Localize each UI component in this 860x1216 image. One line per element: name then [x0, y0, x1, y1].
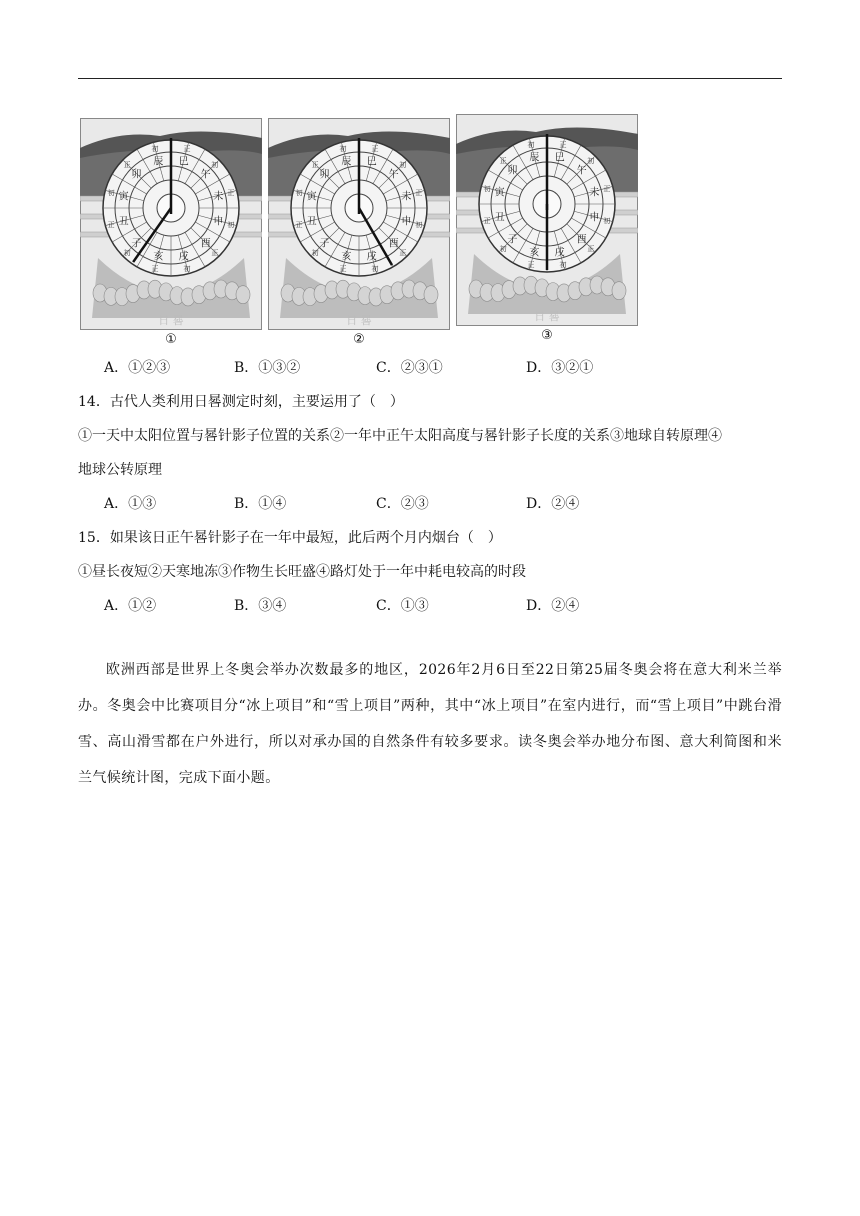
sundial-image: [268, 114, 450, 330]
dial-inner-char: 正: [399, 248, 407, 257]
dial-branch-char: 酉: [200, 238, 211, 250]
q13-option-d[interactable]: D．③②①: [526, 360, 594, 376]
q15-option-d[interactable]: D．②④: [526, 598, 580, 614]
dial-branch-char: 卯: [131, 169, 142, 181]
dial-inner-char: 正: [183, 145, 191, 154]
dial-branch-char: 卯: [507, 165, 518, 177]
dial-branch-char: 申: [401, 216, 412, 228]
dial-branch-char: 丑: [306, 216, 317, 228]
dial-branch-char: 申: [589, 212, 600, 224]
q13-option-c[interactable]: C．②③①: [376, 360, 443, 376]
dial-inner-char: 初: [183, 264, 191, 273]
dial-inner-char: 正: [123, 161, 131, 170]
dial-branch-char: 未: [589, 187, 600, 199]
dial-inner-char: 初: [499, 244, 507, 253]
dial-branch-char: 亥: [529, 247, 540, 259]
figure-label: ②: [353, 332, 365, 347]
dial-inner-char: 正: [499, 157, 507, 166]
figure-label: ①: [165, 332, 177, 347]
dial-branch-char: 寅: [118, 191, 129, 203]
dial-branch-char: 未: [213, 191, 224, 203]
sundial-figures: [80, 114, 642, 346]
sundial-photo-3: [456, 114, 638, 343]
dial-inner-char: 初: [559, 260, 567, 269]
dial-inner-char: 初: [527, 141, 535, 150]
dial-inner-char: 正: [559, 141, 567, 150]
q15-option-c[interactable]: C．①③: [376, 598, 429, 614]
q14-items-line2: 地球公转原理: [78, 462, 162, 478]
dial-branch-char: 戌: [178, 251, 189, 263]
dial-branch-char: 亥: [153, 251, 164, 263]
dial-inner-char: 初: [123, 248, 131, 257]
dial-branch-char: 申: [213, 216, 224, 228]
dial-branch-char: 子: [507, 234, 518, 246]
dial-inner-char: 初: [603, 217, 611, 226]
dial-branch-char: 戌: [554, 247, 565, 259]
svg-text:日 晷: 日 晷: [158, 314, 184, 327]
dial-inner-char: 初: [483, 184, 491, 193]
q14-stem: 14．古代人类利用日晷测定时刻，主要运用了（ ）: [78, 394, 404, 410]
dial-inner-char: 初: [339, 145, 347, 154]
svg-text:日 晷: 日 晷: [534, 310, 560, 323]
dial-branch-char: 辰: [153, 156, 164, 168]
sundial-image: [80, 114, 262, 330]
dial-inner-char: 正: [295, 221, 303, 230]
dial-branch-char: 寅: [306, 191, 317, 203]
dial-inner-char: 正: [107, 221, 115, 230]
dial-inner-char: 正: [151, 264, 159, 273]
q15-option-a[interactable]: A．①②: [104, 598, 157, 614]
dial-branch-char: 寅: [494, 187, 505, 199]
dial-inner-char: 初: [107, 188, 115, 197]
dial-branch-char: 巳: [366, 156, 377, 168]
dial-branch-char: 未: [401, 191, 412, 203]
q14-option-b[interactable]: B．①④: [234, 496, 287, 512]
dial-inner-char: 正: [339, 264, 347, 273]
dial-branch-char: 午: [200, 169, 211, 181]
dial-inner-char: 初: [587, 157, 595, 166]
sundial-image: [456, 114, 638, 326]
dial-branch-char: 巳: [178, 156, 189, 168]
q14-option-a[interactable]: A．①③: [104, 496, 157, 512]
svg-text:日 晷: 日 晷: [346, 314, 372, 327]
q13-option-a[interactable]: A．①②③: [104, 360, 171, 376]
dial-inner-char: 初: [311, 248, 319, 257]
dial-inner-char: 正: [227, 188, 235, 197]
sundial-photo-2: [268, 114, 450, 347]
dial-branch-char: 辰: [341, 156, 352, 168]
dial-inner-char: 正: [311, 161, 319, 170]
dial-inner-char: 正: [483, 217, 491, 226]
q15-stem: 15．如果该日正午晷针影子在一年中最短，此后两个月内烟台（ ）: [78, 530, 502, 546]
header-rule: [78, 78, 782, 79]
dial-branch-char: 辰: [529, 152, 540, 164]
q15-items: ①昼长夜短②天寒地冻③作物生长旺盛④路灯处于一年中耗电较高的时段: [78, 564, 526, 580]
q13-option-b[interactable]: B．①③②: [234, 360, 301, 376]
dial-branch-char: 巳: [554, 152, 565, 164]
dial-inner-char: 正: [371, 145, 379, 154]
q14-option-c[interactable]: C．②③: [376, 496, 429, 512]
dial-inner-char: 初: [399, 161, 407, 170]
passage-winter-olympics: 欧洲西部是世界上冬奥会举办次数最多的地区，2026年2月6日至22日第25届冬奥会将在意大利米兰举办。冬奥会中比赛项目分“冰上项目”和“雪上项目”两种，其中“冰上项目”在室内进行，而“雪上项目”中跳台滑雪、高山滑雪都在户外进行，所以对承办国的自然条件有较多要求。读冬奥会举办地分布图、意大利简图和米兰气候统计图，完成下面小题。: [78, 662, 782, 786]
dial-branch-char: 卯: [319, 169, 330, 181]
dial-inner-char: 初: [227, 221, 235, 230]
dial-branch-char: 午: [388, 169, 399, 181]
dial-branch-char: 酉: [576, 234, 587, 246]
q14-option-d[interactable]: D．②④: [526, 496, 580, 512]
dial-branch-char: 亥: [341, 251, 352, 263]
dial-inner-char: 正: [603, 184, 611, 193]
dial-inner-char: 初: [211, 161, 219, 170]
dial-inner-char: 正: [211, 248, 219, 257]
dial-inner-char: 正: [415, 188, 423, 197]
dial-branch-char: 子: [131, 238, 142, 250]
dial-branch-char: 午: [576, 165, 587, 177]
dial-inner-char: 初: [371, 264, 379, 273]
dial-inner-char: 正: [587, 244, 595, 253]
dial-branch-char: 酉: [388, 238, 399, 250]
figure-label: ③: [541, 328, 553, 343]
dial-inner-char: 初: [151, 145, 159, 154]
dial-branch-char: 戌: [366, 251, 377, 263]
dial-inner-char: 初: [295, 188, 303, 197]
dial-inner-char: 初: [415, 221, 423, 230]
sundial-photo-1: [80, 114, 262, 347]
q15-option-b[interactable]: B．③④: [234, 598, 287, 614]
dial-branch-char: 丑: [118, 216, 129, 228]
dial-branch-char: 子: [319, 238, 330, 250]
q14-items-line1: ①一天中太阳位置与晷针影子位置的关系②一年中正午太阳高度与晷针影子长度的关系③地球自转原理④: [78, 428, 722, 444]
dial-inner-char: 正: [527, 260, 535, 269]
dial-branch-char: 丑: [494, 212, 505, 224]
